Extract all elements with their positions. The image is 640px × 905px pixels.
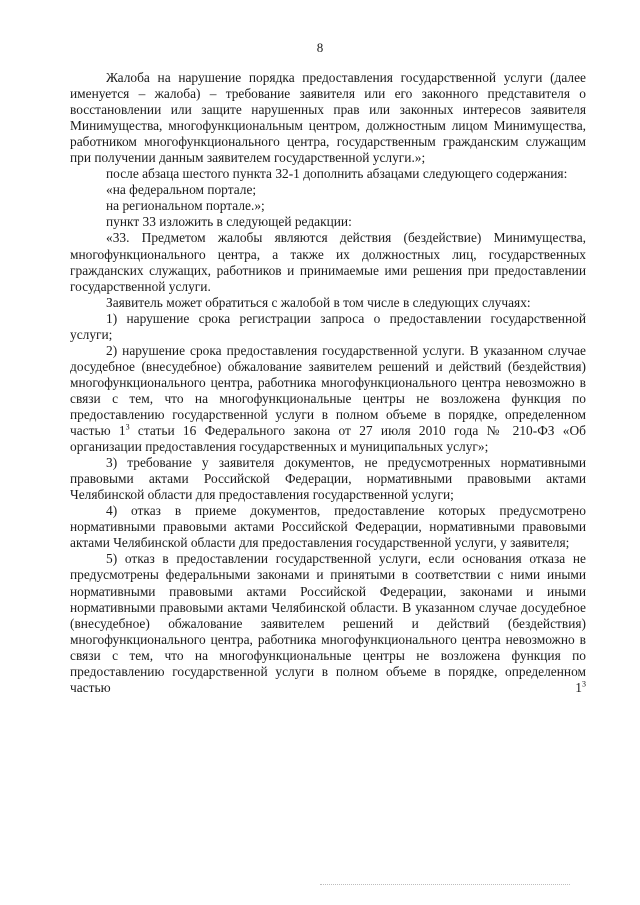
paragraph-case-4: 4) отказ в приеме документов, предоставление которых предусмотрено нормативными правовыми актами Российской Федерации, нормативными правовыми актами Челябинской области для предоставления государственной услуги, у заявителя; xyxy=(70,503,586,551)
paragraph-case-3: 3) требование у заявителя документов, не предусмотренных нормативными правовыми актами Российской Федерации, нормативными правовыми актами Челябинской области для предоставления государственной услуги; xyxy=(70,455,586,503)
paragraph-point-33-intro: пункт 33 изложить в следующей редакции: xyxy=(106,214,352,230)
paragraph-amend-32-1: после абзаца шестого пункта 32-1 дополнить абзацами следующего содержания: xyxy=(106,166,568,182)
paragraph-case-5 xyxy=(70,551,586,695)
document-body xyxy=(70,70,586,696)
case-2-tail: статьи 16 Федерального закона от 27 июля 2010 года № 210-ФЗ «Об организации предоставления государственных и муниципальных услуг»; xyxy=(70,423,586,455)
paragraph-case-1: 1) нарушение срока регистрации запроса о предоставлении государственной услуги; xyxy=(70,310,586,342)
case-2-superscript: 3 xyxy=(125,422,130,432)
paragraph-federal-portal: «на федеральном портале; xyxy=(106,182,257,198)
paragraph-complaint-definition: Жалоба на нарушение порядка предоставления государственной услуги (далее именуется – жалоба) – требование заявителя или его законного представителя о восстановлении или защите нарушенных прав или законных интересов заявителя Минимущества, многофункциональным центром, должностным лицом Минимущества, работником многофункционального центра, государственным гражданским служащим при получении данным заявителем государственной услуги.»; xyxy=(70,70,586,166)
paragraph-case-2 xyxy=(70,343,586,455)
paragraph-regional-portal: на региональном портале.»; xyxy=(106,198,265,214)
paragraph-cases-intro: Заявитель может обратиться с жалобой в том числе в следующих случаях: xyxy=(106,294,531,310)
scan-artifact-divider xyxy=(320,884,570,887)
case-5-text: 5) отказ в предоставлении государственной услуги, если основания отказа не предусмотрены федеральными законами и принятыми в соответствии с ними иными нормативными правовыми актами Российской Федерации, законами и иными нормативными правовыми актами Челябинской области. В указанном случае досудебное (внесудебное) обжалование заявителем решений и действий (бездействия) многофункционального центра, работника многофункционального центра невозможно в связи с тем, что на многофункциональные центры не возложена функция по предоставлению государственной услуги в полном объеме в порядке, определенном частью 1 xyxy=(70,551,586,695)
page-number: 8 xyxy=(316,40,324,55)
case-2-text: 2) нарушение срока предоставления государственной услуги. В указанном случае досудебное (внесудебное) обжалование заявителем решений и действий (бездействия) многофункционального центра, работника многофункционального центра невозможно в связи с тем, что на многофункциональные центры не возложена функция по предоставлению государственной услуги в полном объеме в порядке, определенном частью 1 xyxy=(70,342,586,439)
paragraph-point-33: «33. Предметом жалобы являются действия (бездействие) Минимущества, многофункционального центра, а также их должностных лиц, государственных гражданских служащих, работников и принимаемые ими решения при предоставлении государственной услуги. xyxy=(70,230,586,294)
case-5-superscript: 3 xyxy=(582,679,586,689)
